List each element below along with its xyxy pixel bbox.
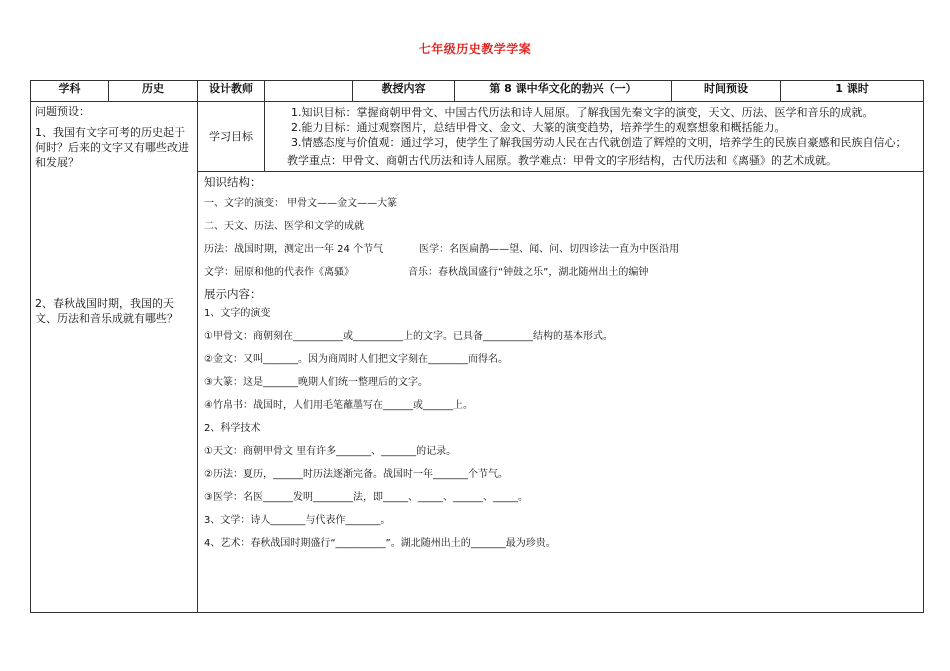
calendar-fact: 历法：战国时期，测定出一年 24 个节气 xyxy=(204,244,384,255)
time-label: 时间预设 xyxy=(672,81,781,102)
time-value: 1 课时 xyxy=(781,81,924,102)
fill-oracle-bone: ①甲骨文：商朝刻在__________或__________上的文字。已具备__________结构的基本形式。 xyxy=(204,331,613,342)
goal-attitude: 3.情感态度与价值观：通过学习，使学生了解我国劳动人民在古代就创造了辉煌的文明，培养学生的民族自豪感和民族自信心； xyxy=(291,136,907,149)
fill-silk-bamboo: ④竹帛书：战国时，人们用毛笔蘸墨写在______或______上。 xyxy=(204,400,473,411)
lesson-title: 第 8 课中华文化的勃兴（一） xyxy=(455,81,672,102)
designer-value xyxy=(265,81,353,102)
fill-calendar: ②历法：夏历，______时历法逐渐完备。战国时一年_______个节气。 xyxy=(204,469,508,480)
goals-cell xyxy=(265,102,924,172)
music-fact: 音乐：春秋战国盛行“钟鼓之乐”，湖北随州出土的编钟 xyxy=(408,267,649,278)
goals-label: 学习目标 xyxy=(198,102,265,172)
display-section-2: 2、科学技术 xyxy=(204,423,261,434)
goal-ability: 2.能力目标：通过观察图片，总结甲骨文、金文、大篆的演变趋势，培养学生的观察想象和概括能力。 xyxy=(291,121,786,134)
fill-great-seal: ③大篆：这是_______晚期人们统一整理后的文字。 xyxy=(204,377,428,388)
question-1: 1、我国有文字可考的历史起于何时？后来的文字又有哪些改进和发展？ xyxy=(35,126,189,169)
display-section-1: 1、文字的演变 xyxy=(204,308,271,319)
knowledge-line-4 xyxy=(204,266,917,280)
knowledge-line-1: 一、文字的演变： 甲骨文——金文——大篆 xyxy=(204,198,398,209)
fill-art: 4、艺术：春秋战国时期盛行“__________”。湖北随州出土的_______最为珍贵。 xyxy=(204,538,556,549)
display-title: 展示内容： xyxy=(204,287,262,301)
knowledge-title: 知识结构： xyxy=(204,175,262,189)
subject-label: 学科 xyxy=(31,81,109,102)
fill-literature: 3、文学：诗人_______与代表作_______。 xyxy=(204,515,391,526)
subject-value: 历史 xyxy=(109,81,198,102)
fill-medicine: ③医学：名医______发明________法，即_____、_____、______、_____。 xyxy=(204,492,528,503)
teaching-focus: 教学重点：甲骨文、商朝古代历法和诗人屈原。教学难点：甲骨文的字形结构，古代历法和《离骚》的艺术成就。 xyxy=(287,154,837,167)
document-title: 七年级历史教学学案 xyxy=(418,42,532,56)
questions-cell xyxy=(31,102,198,613)
knowledge-line-3 xyxy=(204,243,917,257)
lesson-plan-table xyxy=(30,80,924,613)
medicine-fact: 医学：名医扁鹊——望、闻、问、切四诊法一直为中医沿用 xyxy=(419,244,680,255)
designer-label: 设计教师 xyxy=(198,81,265,102)
goals-row xyxy=(31,102,924,172)
knowledge-line-2: 二、天文、历法、医学和文学的成就 xyxy=(204,221,364,232)
goal-knowledge: 1.知识目标：掌握商朝甲骨文、中国古代历法和诗人屈原。了解我国先秦文字的演变，天文、历法、医学和音乐的成就。 xyxy=(291,106,874,119)
fill-bronze-script: ②金文：又叫_______。因为商周时人们把文字刻在________而得名。 xyxy=(204,354,508,365)
header-row xyxy=(31,81,924,102)
fill-astronomy: ①天文：商朝甲骨文 里有许多_______、_______的记录。 xyxy=(204,446,457,457)
content-label: 教授内容 xyxy=(353,81,455,102)
literature-fact: 文学：屈原和他的代表作《离骚》 xyxy=(204,267,354,278)
question-2: 2、春秋战国时期，我国的天文、历法和音乐成就有哪些？ xyxy=(35,297,178,325)
questions-title: 问题预设： xyxy=(35,105,90,118)
content-cell xyxy=(198,172,924,613)
